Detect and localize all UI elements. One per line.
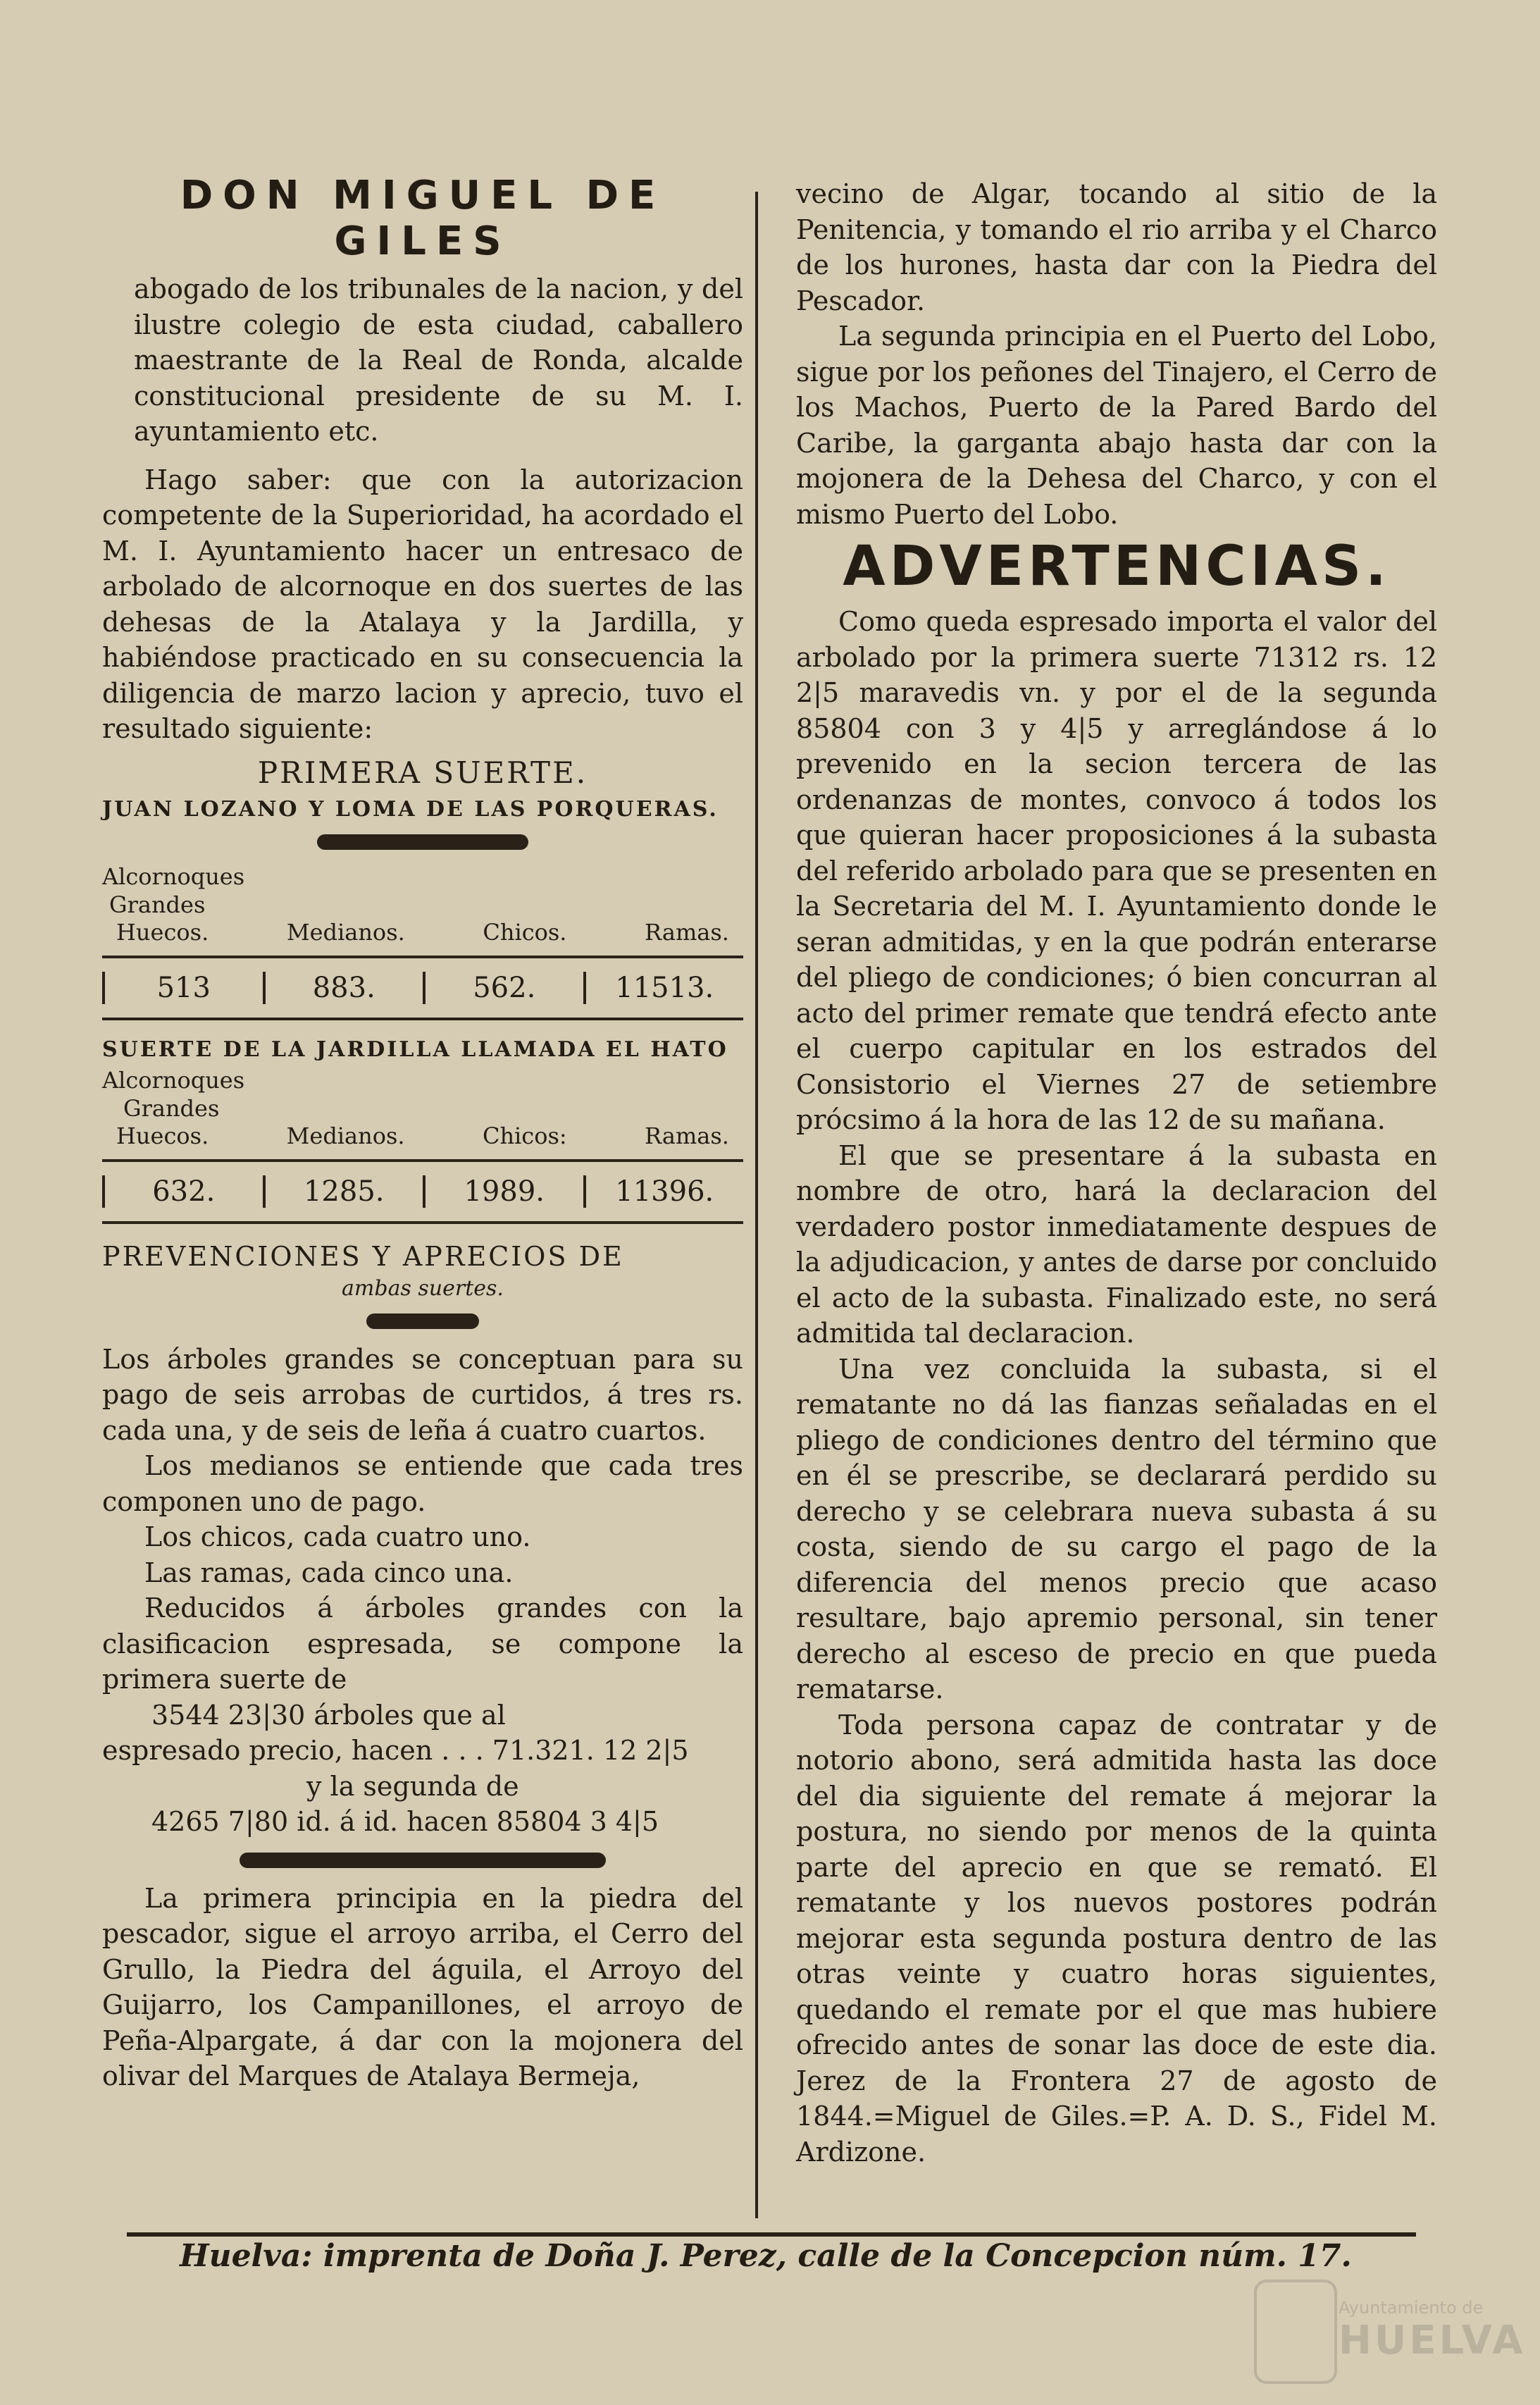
segunda-linderos-paragraph: La segunda principia en el Puerto del Lobo, sigue por los peñones del Tinajero, el Cerro de los Machos, Puerto de la Pared Bardo del Caribe, la garganta abajo hasta dar con la mojonera de la Dehesa del Charco, y con el mismo Puerto del Lobo.: [796, 321, 1437, 530]
ornament-divider: [317, 834, 528, 850]
table2-value-cell: 11396.: [583, 1175, 744, 1208]
table1-value-cell: 11513.: [583, 972, 744, 1004]
table1-header-cell: Chicos.: [483, 918, 567, 946]
prevencion-paragraph: Los árboles grandes se conceptuan para su pago de seis arrobas de curtidos, á tres rs. cada una, y de seis de leña á cuatro cuartos.: [102, 1343, 743, 1446]
advertencia-paragraph: El que se presentare á la subasta en nombre de otro, hará la declaracion del verdadero postor inmediatamente despues de la adjudicacion, y antes de darse por concluido el acto de la subasta. Finalizado este, no será admitida tal declaracion.: [796, 1139, 1437, 1349]
watermark-small-text: Ayuntamiento de: [1339, 2298, 1484, 2318]
table1-header-cell: Medianos.: [286, 918, 405, 946]
table1-value-cell: 883.: [263, 972, 423, 1004]
table2-value-cell: 1285.: [263, 1175, 423, 1208]
imprint-footer: Huelva: imprenta de Doña J. Perez, calle de la Concepcion núm. 17.: [180, 2238, 1352, 2274]
table2-header-cell: Medianos.: [286, 1122, 405, 1149]
advertencia-paragraph: Toda persona capaz de contratar y de notorio abono, será admitida hasta las doce del dia siguiente del remate á mejorar la postura, no siendo por menos de la quinta parte del aprecio en que se remató. El rematante y los nuevos postores podrán mejorar esta segunda postura dentro de las otras veinte y cuatro horas siguientes, quedando el remate por el que mas hubiere ofrecido antes de sonar las doce de este dia. Jerez de la Frontera 27 de agosto de 1844.=Miguel de Giles.=P. A. D. S., Fidel M. Ardizone.: [796, 1709, 1437, 2168]
table2-label-alcornoques: Alcornoques: [102, 1066, 245, 1094]
linderos-continued: vecino de Algar, tocando al sitio de la Penitencia, y tomando el rio arriba y el Charco de los hurones, hasta dar con la Piedra del Pescador.: [796, 178, 1437, 316]
table2-header-cell: Chicos:: [482, 1122, 567, 1149]
calculation-line: y la segunda de: [306, 1770, 519, 1802]
footer-rule: [127, 2232, 1416, 2237]
ornament-divider: [240, 1853, 606, 1868]
prevencion-paragraph: Reducidos á árboles grandes con la clasificacion espresada, se compone la primera suerte de: [102, 1593, 743, 1695]
table2-value-cell: 632.: [102, 1175, 263, 1208]
prevencion-paragraph: Los medianos se entiende que cada tres componen uno de pago.: [102, 1450, 743, 1517]
author-intro: abogado de los tribunales de la nacion, y del ilustre colegio de esta ciudad, caballero maestrante de la Real de Ronda, alcalde constitucional presidente de su M. I. ayuntamiento etc.: [134, 273, 743, 447]
ornament-divider: [366, 1313, 479, 1329]
primera-suerte-heading: PRIMERA SUERTE.: [257, 755, 588, 790]
document-title: DON MIGUEL DE GILES: [180, 173, 666, 264]
table1-value-row: [102, 956, 743, 1020]
table1-value-cell: 562.: [423, 972, 583, 1004]
table2-value-row: [102, 1159, 743, 1224]
advertencia-paragraph: Como queda espresado importa el valor del arbolado por la primera suerte 71312 rs. 12 2|5 maravedis vn. y por el de la segunda 85804 con 3 y 4|5 y arreglándose á lo prevenido en la secion tercera de las ordenanzas de montes, convoco á todos los que quieran hacer proposiciones á la subasta del referido arbolado para que se presenten en la Secretaria del M. I. Ayuntamiento donde le seran admitidas, y en la que podrán enterarse del pliego de condiciones; ó bien concurran al acto del primer remate que tendrá efecto ante el cuerpo capitular en los estrados del Consistorio el Viernes 27 de setiembre prócsimo á la hora de las 12 de su mañana.: [796, 606, 1437, 1135]
table1-label-alcornoques: Alcornoques: [102, 863, 245, 890]
prevenciones-heading: PREVENCIONES Y APRECIOS DE: [102, 1240, 624, 1272]
advertencias-heading: ADVERTENCIAS.: [843, 535, 1391, 598]
table1-header-cell: Ramas.: [645, 918, 729, 946]
calculation-line: espresado precio, hacen . . . 71.321. 12 2|5: [102, 1735, 689, 1766]
table2-header-cell: Ramas.: [645, 1122, 729, 1149]
seal-icon: [1254, 2280, 1337, 2384]
hago-saber-paragraph: Hago saber: que con la autorizacion competente de la Superioridad, ha acordado el M. I. Ayuntamiento hacer un entresaco de arbolado de alcornoque en dos suertes de las dehesas de la Atalaya y la Jardilla, y habiéndose practicado en su consecuencia la diligencia de marzo lacion y aprecio, tuvo el resultado siguiente:: [102, 464, 743, 744]
table1-value-cell: 513: [102, 972, 263, 1004]
table2-value-cell: 1989.: [423, 1175, 583, 1208]
watermark-big-text: HUELVA: [1339, 2318, 1526, 2363]
left-column: [102, 173, 743, 2094]
right-column: [796, 176, 1437, 2170]
table1-header-cell: Huecos.: [116, 918, 209, 946]
calculation-line: 4265 7|80 id. á id. hacen 85804 3 4|5: [151, 1806, 659, 1837]
linderos-paragraph: La primera principia en la piedra del pescador, sigue el arroyo arriba, el Cerro del Grullo, la Piedra del águila, el Arroyo del Guijarro, los Campanillones, el arroyo de Peña-Alpargate, á dar con la mojonera del olivar del Marques de Atalaya Bermeja,: [102, 1882, 743, 2091]
table2-header-row: [102, 1123, 743, 1149]
huelva-watermark: [1254, 2280, 1526, 2385]
juan-lozano-heading: JUAN LOZANO Y LOMA DE LAS PORQUERAS.: [102, 796, 719, 822]
calculation-line: 3544 23|30 árboles que al: [151, 1699, 506, 1731]
jardilla-heading: SUERTE DE LA JARDILLA LLAMADA EL HATO: [102, 1037, 728, 1062]
advertencia-paragraph: Una vez concluida la subasta, si el rematante no dá las fianzas señaladas en el pliego de condiciones dentro del término que en él se prescribe, se declarará perdido su derecho y se celebrara nueva subasta á su costa, siendo de su cargo el pago de la diferencia del menos precio que acaso resultare, bajo apremio personal, sin tener derecho al esceso de precio en que pueda rematarse.: [796, 1353, 1437, 1705]
table1-label-grandes: Grandes: [109, 891, 206, 918]
prevencion-paragraph: Las ramas, cada cinco una.: [144, 1557, 514, 1588]
table1-header-row: [102, 919, 743, 946]
table2-header-cell: Huecos.: [116, 1122, 209, 1149]
column-divider: [755, 192, 758, 2218]
table2-label-grandes: Grandes: [123, 1094, 220, 1122]
prevencion-paragraph: Los chicos, cada cuatro uno.: [144, 1521, 531, 1552]
watermark-text: [1339, 2298, 1525, 2363]
ambas-suertes-subheading: ambas suertes.: [342, 1275, 504, 1301]
